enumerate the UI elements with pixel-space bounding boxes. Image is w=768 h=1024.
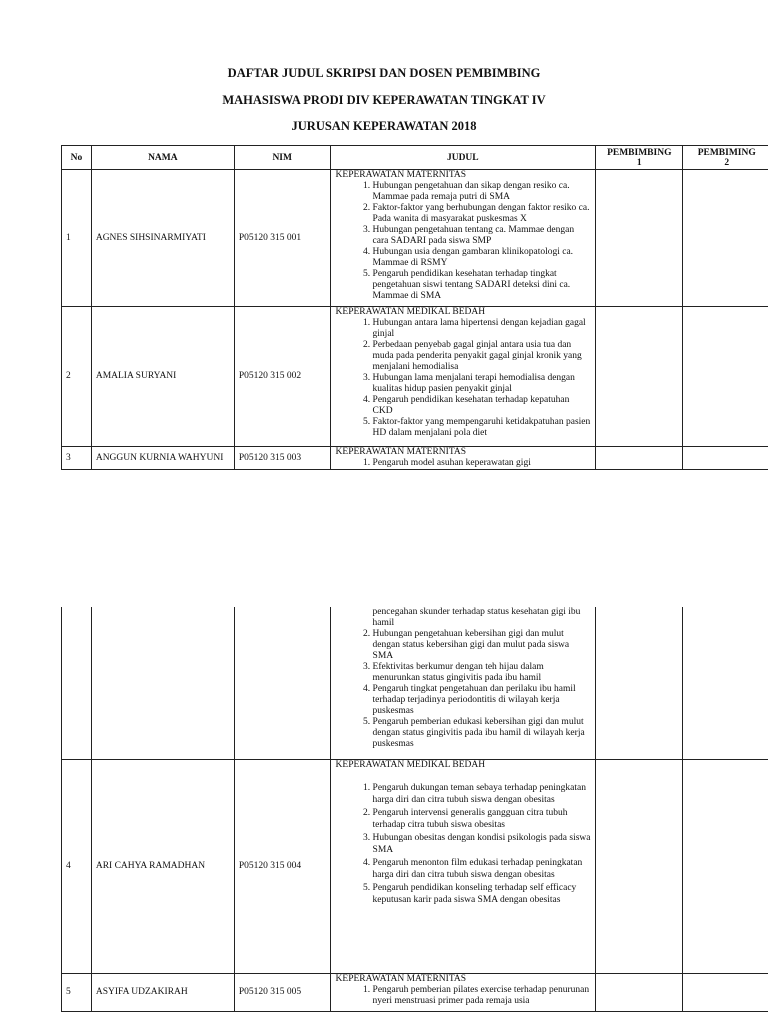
thesis-table-continued <box>61 607 768 1012</box>
judul-list <box>336 629 591 750</box>
header-pembimbing-2-label: PEMBIMING <box>697 147 756 158</box>
row-pembimbing-1 <box>596 170 683 307</box>
row-pembimbing-2 <box>683 759 768 973</box>
row-nim: P05120 315 002 <box>234 307 330 447</box>
judul-item: 4. Hubungan usia dengan gambaran klinikopatologi ca. Mammae di RSMY <box>373 247 591 269</box>
row-nama: ANGGUN KURNIA WAHYUNI <box>91 447 234 470</box>
judul-item: 4. Pengaruh tingkat pengetahuan dan perilaku ibu hamil terhadap terjadinya periodontitis di wilayah kerja puskesmas <box>373 684 591 717</box>
row-no: 1 <box>62 170 92 307</box>
row-no: 3 <box>62 447 92 470</box>
judul-category: KEPERAWATAN MATERNITAS <box>335 973 467 984</box>
row-nim: P05120 315 001 <box>234 170 330 307</box>
row-judul <box>330 607 595 759</box>
judul-item: 5. Pengaruh pendidikan kesehatan terhadap tingkat pengetahuan siswi tentang SADARI deteksi dini ca. Mammae di SMA <box>373 269 591 302</box>
table-row <box>62 447 768 470</box>
judul-item: 5. Pengaruh pemberian edukasi kebersihan gigi dan mulut dengan status gingivitis pada ibu hamil di wilayah kerja puskesmas <box>373 717 591 750</box>
header-judul: JUDUL <box>330 146 595 170</box>
judul-item: 1. Pengaruh pemberian pilates exercise terhadap penurunan nyeri menstruasi primer pada remaja usia <box>373 985 591 1007</box>
judul-item: 2. Perbedaan penyebab gagal ginjal antara usia tua dan muda pada penderita penyakit gagal ginjal kronik yang menjalani hemodialisa <box>373 340 591 373</box>
row-pembimbing-1 <box>596 307 683 447</box>
judul-item: 2. Pengaruh intervensi generalis gangguan citra tubuh terhadap citra tubuh siswa obesitas <box>373 807 591 832</box>
judul-item: 5. Pengaruh pendidikan konseling terhadap self efficacy keputusan karir pada siswa SMA dengan obesitas <box>373 882 591 907</box>
row-no: 5 <box>62 973 92 1011</box>
thesis-table <box>61 145 768 470</box>
row-nim: P05120 315 005 <box>234 973 330 1011</box>
header-nama: NAMA <box>91 146 234 170</box>
document-title: DAFTAR JUDUL SKRIPSI DAN DOSEN PEMBIMBING <box>227 66 541 80</box>
judul-list <box>336 318 591 439</box>
table-row <box>62 973 768 1011</box>
judul-item: 4. Pengaruh menonton film edukasi terhadap peningkatan harga diri dan citra tubuh siswa dengan obesitas <box>373 857 591 882</box>
judul-category: KEPERAWATAN MEDIKAL BEDAH <box>335 759 486 770</box>
header-pembimbing-1-number: 1 <box>636 157 642 168</box>
row-no: 4 <box>62 759 92 973</box>
judul-item-tail: pencegahan skunder terhadap status kesehatan gigi ibu hamil <box>372 607 581 628</box>
header-pembimbing-1-label: PEMBIMBING <box>607 147 672 158</box>
row-nama <box>91 607 234 759</box>
row-pembimbing-2 <box>683 170 768 307</box>
judul-item: 3. Hubungan lama menjalani terapi hemodialisa dengan kualitas hidup pasien penyakit ginjal <box>373 373 591 395</box>
table-row <box>62 759 768 973</box>
judul-list <box>336 458 591 469</box>
judul-category: KEPERAWATAN MATERNITAS <box>335 170 467 180</box>
row-pembimbing-2 <box>683 607 768 759</box>
row-pembimbing-1 <box>596 607 683 759</box>
header-no: No <box>62 146 92 170</box>
row-nama: AMALIA SURYANI <box>91 307 234 447</box>
table-row-continuation <box>62 607 768 759</box>
document-subtitle: MAHASISWA PRODI DIV KEPERAWATAN TINGKAT IV <box>222 93 546 107</box>
row-pembimbing-1 <box>596 759 683 973</box>
document-subtitle-year: JURUSAN KEPERAWATAN 2018 <box>291 119 477 133</box>
row-judul <box>330 759 595 973</box>
judul-list <box>336 985 591 1007</box>
judul-item: 5. Faktor-faktor yang mempengaruhi ketidakpatuhan pasien HD dalam menjalani pola diet <box>373 417 591 439</box>
row-nim <box>234 607 330 759</box>
judul-item: 1. Hubungan pengetahuan dan sikap dengan resiko ca. Mammae pada remaja putri di SMA <box>373 181 591 203</box>
row-judul <box>330 973 595 1011</box>
table-header-row <box>62 146 768 170</box>
row-nama: ARI CAHYA RAMADHAN <box>91 759 234 973</box>
judul-item: 2. Faktor-faktor yang berhubungan dengan faktor resiko ca. Pada wanita di masyarakat puskesmas X <box>373 203 591 225</box>
judul-list <box>336 782 591 907</box>
judul-item: 3. Hubungan obesitas dengan kondisi psikologis pada siswa SMA <box>373 832 591 857</box>
row-no <box>62 607 92 759</box>
row-nim: P05120 315 003 <box>234 447 330 470</box>
judul-category: KEPERAWATAN MATERNITAS <box>335 447 467 457</box>
judul-item: 1. Hubungan antara lama hipertensi dengan kejadian gagal ginjal <box>373 318 591 340</box>
header-nim: NIM <box>234 146 330 170</box>
judul-item: 1. Pengaruh dukungan teman sebaya terhadap peningkatan harga diri dan citra tubuh siswa dengan obesitas <box>373 782 591 807</box>
row-pembimbing-1 <box>596 973 683 1011</box>
row-judul <box>330 170 595 307</box>
row-pembimbing-2 <box>683 973 768 1011</box>
row-nim: P05120 315 004 <box>234 759 330 973</box>
row-judul <box>330 307 595 447</box>
row-judul <box>330 447 595 470</box>
judul-item: 4. Pengaruh pendidikan kesehatan terhadap kepatuhan CKD <box>373 395 591 417</box>
header-pembimbing-2-number: 2 <box>724 157 730 168</box>
judul-item: 3. Hubungan pengetahuan tentang ca. Mammae dengan cara SADARI pada siswa SMP <box>373 225 591 247</box>
header-pembimbing-1 <box>596 146 683 170</box>
judul-item: 1. Pengaruh model asuhan keperawatan gigi <box>373 458 591 469</box>
row-nama: ASYIFA UDZAKIRAH <box>91 973 234 1011</box>
table-row <box>62 307 768 447</box>
judul-category: KEPERAWATAN MEDIKAL BEDAH <box>335 307 486 317</box>
judul-item: 3. Efektivitas berkumur dengan teh hijau dalam menurunkan status gingivitis pada ibu hamil <box>373 662 591 684</box>
row-pembimbing-2 <box>683 307 768 447</box>
row-pembimbing-2 <box>683 447 768 470</box>
row-nama: AGNES SIHSINARMIYATI <box>91 170 234 307</box>
table-row <box>62 170 768 307</box>
header-pembimbing-2 <box>683 146 768 170</box>
judul-item: 2. Hubungan pengetahuan kebersihan gigi dan mulut dengan status kebersihan gigi dan mulut pada siswa SMA <box>373 629 591 662</box>
row-no: 2 <box>62 307 92 447</box>
judul-list <box>336 181 591 302</box>
row-pembimbing-1 <box>596 447 683 470</box>
